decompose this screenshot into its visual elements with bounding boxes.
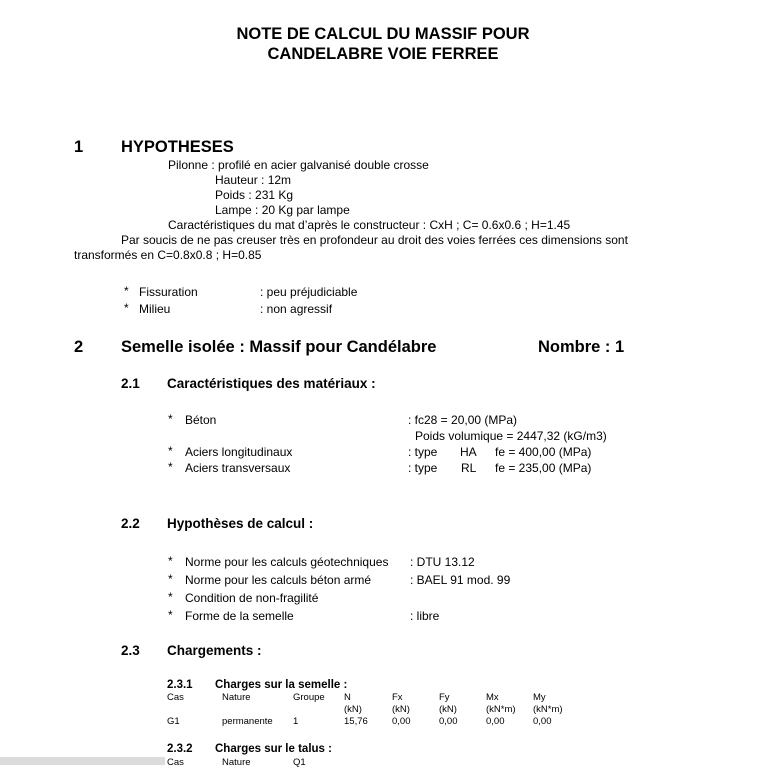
cell-cas: G1: [167, 716, 180, 727]
cell-my: 0,00: [533, 716, 552, 727]
aciers-trans-fe: fe = 235,00 (MPa): [495, 461, 592, 475]
forme-semelle-label: Forme de la semelle: [185, 609, 294, 623]
col-header-nature: Nature: [222, 692, 251, 703]
col-header-my: My: [533, 692, 546, 703]
norme-beton-label: Norme pour les calculs béton armé: [185, 573, 372, 587]
horizontal-scrollbar[interactable]: [0, 757, 165, 765]
talus-col-q1: Q1: [293, 757, 306, 768]
document-title-line2: CANDELABRE VOIE FERREE: [267, 45, 499, 63]
beton-density: Poids volumique = 2447,32 (kG/m3): [415, 429, 607, 443]
pylon-description: Pilonne : profilé en acier galvanisé double crosse: [168, 158, 429, 172]
fissuration-label: Fissuration: [139, 285, 198, 299]
subsection-2-3-1-heading: Charges sur la semelle :: [215, 679, 348, 691]
pylon-weight: Poids : 231 Kg: [215, 188, 294, 202]
norme-geo-value: : DTU 13.12: [410, 555, 475, 569]
fissuration-value: : peu préjudiciable: [260, 285, 358, 299]
beton-fc28: : fc28 = 20,00 (MPa): [408, 413, 518, 427]
subsection-2-2-heading: Hypothèses de calcul :: [167, 516, 314, 531]
col-header-mx: Mx: [486, 692, 499, 703]
cell-fy: 0,00: [439, 716, 458, 727]
beton-label: Béton: [185, 413, 217, 427]
subsection-2-1-heading: Caractéristiques des matériaux :: [167, 376, 376, 391]
bullet-icon: *: [168, 412, 173, 426]
aciers-long-label: Aciers longitudinaux: [185, 445, 293, 459]
aciers-trans-type: : type: [408, 461, 438, 475]
cell-fx: 0,00: [392, 716, 411, 727]
cell-nature: permanente: [222, 716, 273, 727]
cell-n: 15,76: [344, 716, 368, 727]
cell-mx: 0,00: [486, 716, 505, 727]
mast-characteristics: Caractéristiques du mat d’après le constructeur : CxH ; C= 0.6x0.6 ; H=1.45: [168, 218, 571, 232]
norme-geo-label: Norme pour les calculs géotechniques: [185, 555, 389, 569]
unit-my: (kN*m): [533, 704, 563, 715]
col-header-cas: Cas: [167, 692, 184, 703]
aciers-long-type: : type: [408, 445, 438, 459]
subsection-2-3-1-number: 2.3.1: [167, 679, 193, 691]
aciers-long-code: HA: [460, 445, 477, 459]
lamp-weight: Lampe : 20 Kg par lampe: [215, 203, 350, 217]
subsection-2-2-number: 2.2: [121, 516, 140, 531]
forme-semelle-value: : libre: [410, 609, 440, 623]
section-1-number: 1: [74, 138, 84, 156]
talus-col-cas: Cas: [167, 757, 184, 768]
pylon-height: Hauteur : 12m: [215, 173, 292, 187]
non-fragilite-label: Condition de non-fragilité: [185, 591, 319, 605]
aciers-trans-code: RL: [461, 461, 477, 475]
col-header-n: N: [344, 692, 351, 703]
subsection-2-3-heading: Chargements :: [167, 643, 262, 658]
dimension-note-cont: transformés en C=0.8x0.8 ; H=0.85: [74, 248, 262, 262]
unit-n: (kN): [344, 704, 362, 715]
section-2-number: 2: [74, 338, 84, 356]
unit-fx: (kN): [392, 704, 410, 715]
cell-groupe: 1: [293, 716, 299, 727]
bullet-icon: *: [168, 590, 173, 604]
bullet-icon: *: [168, 572, 173, 586]
subsection-2-3-2-number: 2.3.2: [167, 743, 193, 755]
subsection-2-1-number: 2.1: [121, 376, 140, 391]
col-header-fy: Fy: [439, 692, 450, 703]
bullet-icon: *: [168, 444, 173, 458]
milieu-value: : non agressif: [260, 302, 333, 316]
section-2-count: Nombre : 1: [538, 338, 625, 356]
bullet-icon: *: [124, 301, 129, 315]
bullet-icon: *: [168, 554, 173, 568]
dimension-note: Par soucis de ne pas creuser très en profondeur au droit des voies ferrées ces dimensions sont: [121, 233, 628, 247]
col-header-fx: Fx: [392, 692, 403, 703]
milieu-label: Milieu: [139, 302, 171, 316]
col-header-groupe: Groupe: [293, 692, 325, 703]
norme-beton-value: : BAEL 91 mod. 99: [410, 573, 511, 587]
document-title-line1: NOTE DE CALCUL DU MASSIF POUR: [236, 25, 530, 43]
unit-fy: (kN): [439, 704, 457, 715]
subsection-2-3-number: 2.3: [121, 643, 140, 658]
section-1-heading: HYPOTHESES: [121, 138, 234, 156]
bullet-icon: *: [124, 284, 129, 298]
bullet-icon: *: [168, 608, 173, 622]
aciers-trans-label: Aciers transversaux: [185, 461, 291, 475]
unit-mx: (kN*m): [486, 704, 516, 715]
section-2-heading: Semelle isolée : Massif pour Candélabre: [121, 338, 437, 356]
subsection-2-3-2-heading: Charges sur le talus :: [215, 743, 332, 755]
bullet-icon: *: [168, 460, 173, 474]
aciers-long-fe: fe = 400,00 (MPa): [495, 445, 592, 459]
talus-col-nature: Nature: [222, 757, 251, 768]
